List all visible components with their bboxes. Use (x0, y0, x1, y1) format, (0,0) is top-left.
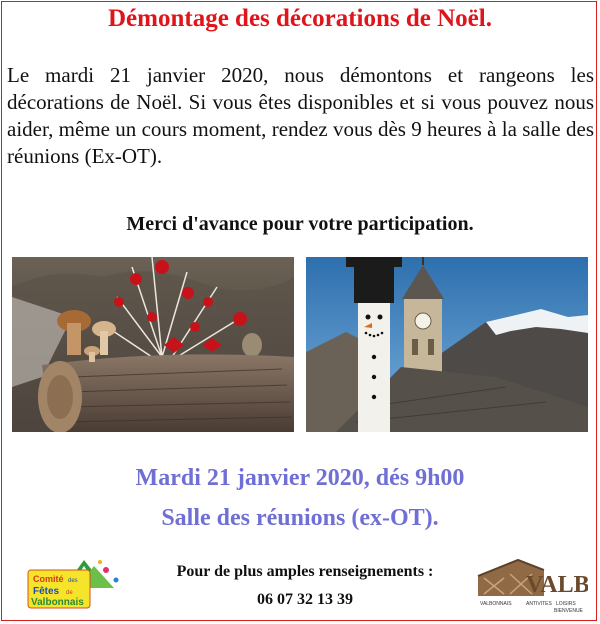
svg-text:Valbonnais: Valbonnais (31, 597, 84, 608)
contact-label: Pour de plus amples renseignements : (176, 563, 434, 580)
photo-snowman-church (306, 257, 588, 432)
intro-paragraph: Le mardi 21 janvier 2020, nous démontons et rangeons les décorations de Noël. Si vous êtes disponibles et si vous pouvez nous aider, même un cours moment, rendez vous dès 9 heures à la salle des réunions (Ex-OT). (7, 63, 594, 168)
valb-logo (474, 556, 588, 616)
comite-des-fetes-logo (24, 554, 132, 612)
page-title: Démontage des décorations de Noël. (108, 5, 492, 32)
svg-text:LOISIRS: LOISIRS (556, 601, 576, 607)
svg-text:de: de (66, 590, 73, 596)
svg-text:ANTIVITES: ANTIVITES (526, 601, 552, 607)
event-date: Mardi 21 janvier 2020, dés 9h00 (135, 465, 465, 491)
event-place: Salle des réunions (ex-OT). (161, 505, 439, 531)
svg-text:VALBONNAIS: VALBONNAIS (480, 601, 512, 607)
svg-text:des: des (68, 578, 78, 584)
svg-text:BIENVENUE: BIENVENUE (554, 608, 583, 614)
contact-phone: 06 07 32 13 39 (257, 591, 353, 608)
svg-text:Fêtes: Fêtes (33, 586, 60, 597)
svg-text:Comité: Comité (33, 574, 64, 584)
svg-text:VALB: VALB (526, 572, 588, 598)
thanks-line: Merci d'avance pour votre participation. (126, 213, 474, 235)
photo-log-decoration (12, 257, 294, 432)
